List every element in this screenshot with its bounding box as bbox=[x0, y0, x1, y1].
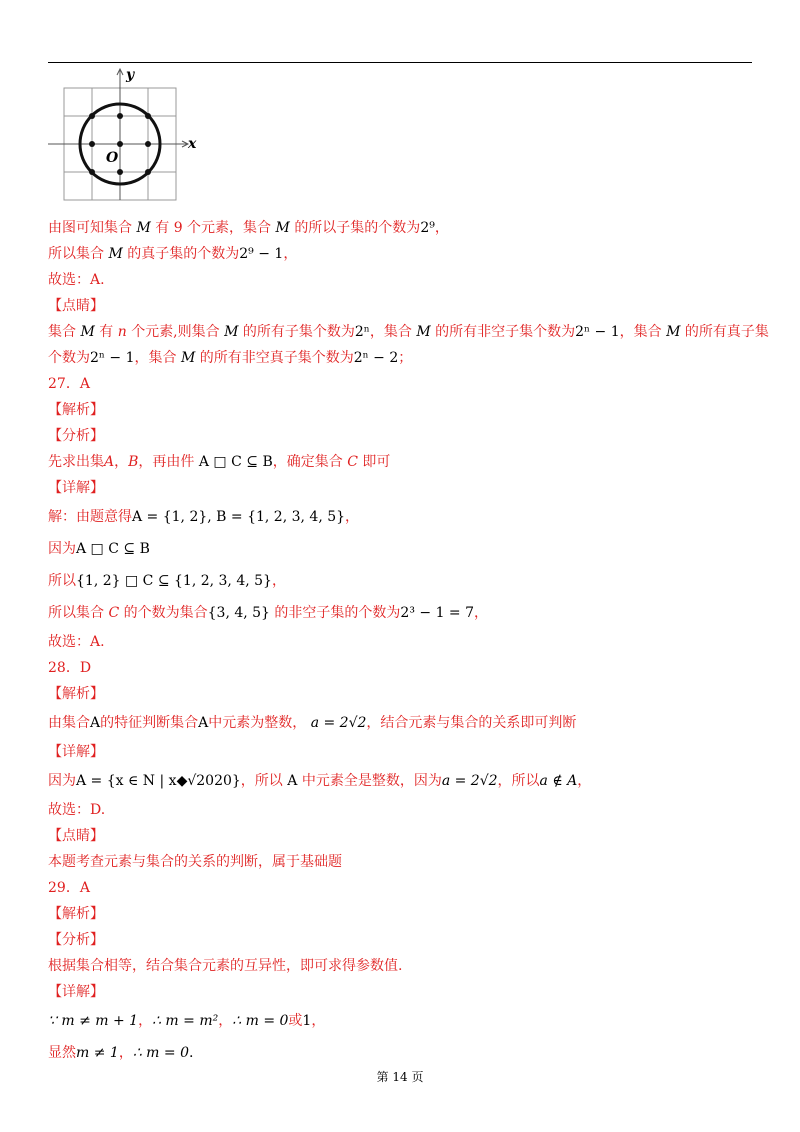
answer-line: 故选：A. bbox=[48, 272, 105, 288]
text: ，所以 bbox=[497, 773, 540, 789]
text: ， bbox=[283, 246, 298, 262]
math-expr: ∴ m = 0 bbox=[132, 1045, 189, 1061]
math-expr: {1, 2} □ C ⊆ {1, 2, 3, 4, 5} bbox=[76, 573, 272, 589]
text: 集合 bbox=[48, 324, 76, 340]
text: ， bbox=[474, 605, 489, 621]
text-line bbox=[48, 218, 758, 238]
text: ， bbox=[138, 1013, 153, 1029]
text: ，集合 bbox=[619, 324, 662, 340]
math-var: M bbox=[416, 324, 431, 340]
math-expr: 2ⁿ − 1 bbox=[575, 324, 620, 340]
coordinate-figure bbox=[48, 66, 208, 206]
text-line bbox=[48, 710, 758, 736]
text: ， bbox=[118, 1045, 133, 1061]
answer-line: 故选：A. bbox=[48, 634, 105, 650]
origin-label: O bbox=[106, 150, 119, 166]
question-number: 28．D bbox=[48, 660, 92, 676]
text: ， bbox=[577, 773, 592, 789]
text: 即可 bbox=[362, 454, 391, 470]
math-var: A bbox=[104, 454, 115, 470]
text: ，集合 bbox=[134, 350, 177, 366]
text-line: 本题考查元素与集合的关系的判断，属于基础题 bbox=[48, 854, 342, 870]
math-expr: {3, 4, 5} bbox=[207, 605, 270, 621]
text: ， bbox=[218, 1013, 233, 1029]
text: 所以集合 bbox=[48, 246, 104, 262]
text: ， bbox=[271, 573, 286, 589]
math-expr: A □ C ⊆ B bbox=[198, 454, 273, 470]
text: 由图可知集合 bbox=[48, 220, 132, 236]
text: 或 bbox=[288, 1013, 303, 1029]
math-expr: ∴ m = 0 bbox=[232, 1013, 289, 1029]
text: 所以集合 bbox=[48, 605, 104, 621]
math-var: M bbox=[80, 324, 95, 340]
text: 因为 bbox=[48, 773, 76, 789]
section-heading: 【点睛】 bbox=[48, 828, 104, 844]
text: 先求出集 bbox=[48, 454, 104, 470]
math-var: C bbox=[108, 605, 120, 621]
text: ，集合 bbox=[369, 324, 412, 340]
math-expr: a = 2√2 bbox=[441, 773, 498, 789]
text: ，结合元素与集合的关系即可判断 bbox=[366, 715, 577, 731]
math-expr: A = {1, 2}, B = {1, 2, 3, 4, 5} bbox=[132, 509, 346, 525]
text-line bbox=[48, 600, 758, 626]
math-var: B bbox=[128, 454, 139, 470]
math-expr: 2⁹ − 1 bbox=[239, 246, 284, 262]
question-number: 29．A bbox=[48, 880, 90, 896]
math-expr: 2⁹ bbox=[420, 220, 435, 236]
math-expr: a = 2√2 bbox=[310, 715, 367, 731]
math-expr: A □ C ⊆ B bbox=[76, 541, 150, 557]
text: ，确定集合 bbox=[272, 454, 343, 470]
math-var: M bbox=[666, 324, 681, 340]
text: ，所以 bbox=[240, 773, 283, 789]
text: ， bbox=[345, 509, 360, 525]
text-line bbox=[48, 452, 758, 472]
text-line bbox=[48, 536, 758, 562]
math-var: A bbox=[90, 715, 101, 731]
question-number: 27．A bbox=[48, 376, 90, 392]
y-axis-label: y bbox=[126, 67, 135, 83]
section-heading: 【详解】 bbox=[48, 480, 104, 496]
math-expr: 2ⁿ bbox=[354, 324, 370, 340]
section-heading: 【解析】 bbox=[48, 686, 104, 702]
math-var: M bbox=[275, 220, 290, 236]
math-var: A bbox=[198, 715, 209, 731]
text: 个数为 bbox=[48, 350, 90, 366]
text: 显然 bbox=[48, 1045, 76, 1061]
text: 的所有非空真子集个数为 bbox=[199, 350, 354, 366]
math-var: M bbox=[108, 246, 123, 262]
math-expr: A = {x ∈ N | x◆√2020} bbox=[76, 773, 241, 789]
text-line: 根据集合相等，结合集合元素的互异性，即可求得参数值. bbox=[48, 958, 403, 974]
text: ， bbox=[311, 1013, 326, 1029]
text: 所以 bbox=[48, 573, 76, 589]
section-heading: 【分析】 bbox=[48, 932, 104, 948]
text: 由集合 bbox=[48, 715, 90, 731]
section-heading: 【详解】 bbox=[48, 744, 104, 760]
math-var: C bbox=[347, 454, 358, 470]
section-heading: 【解析】 bbox=[48, 402, 104, 418]
math-expr: m ≠ 1 bbox=[76, 1045, 119, 1061]
math-var: A bbox=[287, 773, 298, 789]
text: 的非空子集的个数为 bbox=[274, 605, 401, 621]
text: 解：由题意得 bbox=[48, 509, 132, 525]
text: 的所以子集的个数为 bbox=[294, 220, 421, 236]
text-line bbox=[48, 768, 758, 794]
math-var: M bbox=[180, 350, 196, 366]
text-line bbox=[48, 244, 758, 264]
math-var: n bbox=[117, 324, 127, 340]
text-line bbox=[48, 348, 758, 368]
text-line bbox=[48, 504, 758, 530]
text: 因为 bbox=[48, 541, 76, 557]
text: ，再由件 bbox=[138, 454, 195, 470]
text-line bbox=[48, 1008, 758, 1034]
answer-line: 故选：D. bbox=[48, 802, 106, 818]
math-expr: 1 bbox=[302, 1013, 312, 1029]
section-heading: 【分析】 bbox=[48, 428, 104, 444]
page-number: 第 14 页 bbox=[376, 1070, 424, 1084]
text: 的所有子集个数为 bbox=[242, 324, 355, 340]
math-var: M bbox=[136, 220, 151, 236]
text: 的特征判断集合 bbox=[100, 715, 199, 731]
math-expr: ∵ m ≠ m + 1 bbox=[48, 1013, 139, 1029]
math-expr: a ∉ A bbox=[539, 773, 578, 789]
math-expr: 2³ − 1 = 7 bbox=[400, 605, 475, 621]
header-rule bbox=[48, 62, 752, 63]
math-expr: 2ⁿ − 2 bbox=[353, 350, 399, 366]
math-var: M bbox=[224, 324, 239, 340]
text: 的真子集的个数为 bbox=[127, 246, 240, 262]
section-heading: 【解析】 bbox=[48, 906, 104, 922]
section-heading: 【点睛】 bbox=[48, 298, 104, 314]
text: 的所有真子集 bbox=[684, 324, 769, 340]
text: 中元素为整数， bbox=[208, 715, 307, 731]
text: 的所有非空子集个数为 bbox=[435, 324, 576, 340]
text-line bbox=[48, 322, 769, 342]
text: 中元素全是整数，因为 bbox=[301, 773, 442, 789]
text: 有 bbox=[99, 324, 114, 340]
section-heading: 【详解】 bbox=[48, 984, 104, 1000]
text: . bbox=[189, 1045, 194, 1061]
text: 有 9 个元素，集合 bbox=[155, 220, 272, 236]
text: ， bbox=[114, 454, 129, 470]
text: 个元素,则集合 bbox=[131, 324, 220, 340]
math-expr: ∴ m = m² bbox=[152, 1013, 219, 1029]
text-line bbox=[48, 1040, 758, 1066]
math-expr: 2ⁿ − 1 bbox=[90, 350, 135, 366]
text: ； bbox=[398, 350, 413, 366]
text-line bbox=[48, 568, 758, 594]
text: 的个数为集合 bbox=[123, 605, 208, 621]
solution-content bbox=[48, 218, 769, 1072]
text: ， bbox=[434, 220, 449, 236]
x-axis-label: x bbox=[188, 136, 197, 152]
